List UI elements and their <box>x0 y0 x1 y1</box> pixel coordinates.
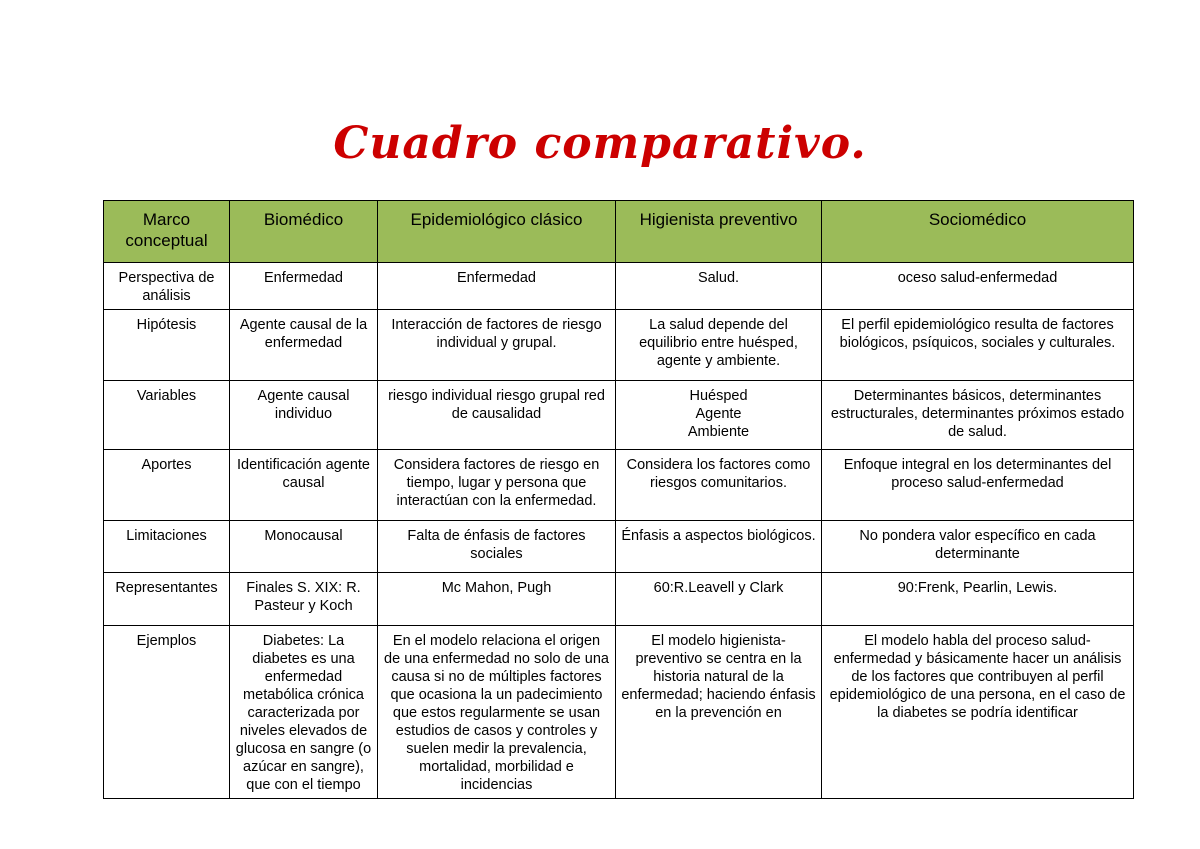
table-cell: Considera los factores como riesgos comunitarios. <box>616 450 822 521</box>
table-row <box>104 450 1134 521</box>
table-row <box>104 381 1134 450</box>
table-cell: Enfermedad <box>378 263 616 310</box>
table-cell: Finales S. XIX: R. Pasteur y Koch <box>230 573 378 626</box>
row-label: Ejemplos <box>104 626 230 799</box>
table-cell <box>616 381 822 450</box>
header-sociomedico: Sociomédico <box>822 201 1134 263</box>
table-cell: Agente causal individuo <box>230 381 378 450</box>
comparison-table <box>103 200 1134 799</box>
row-label: Variables <box>104 381 230 450</box>
variable-line: Huésped <box>689 388 748 404</box>
header-epidemiologico-clasico: Epidemiológico clásico <box>378 201 616 263</box>
table-cell: La salud depende del equilibrio entre huésped, agente y ambiente. <box>616 310 822 381</box>
table-cell: Determinantes básicos, determinantes estructurales, determinantes próximos estado de salud. <box>822 381 1134 450</box>
table-cell: Interacción de factores de riesgo individual y grupal. <box>378 310 616 381</box>
table-cell: No pondera valor específico en cada determinante <box>822 521 1134 573</box>
table-cell: 90:Frenk, Pearlin, Lewis. <box>822 573 1134 626</box>
table-row <box>104 310 1134 381</box>
table-cell: Mc Mahon, Pugh <box>378 573 616 626</box>
table-cell: El perfil epidemiológico resulta de factores biológicos, psíquicos, sociales y culturales. <box>822 310 1134 381</box>
table-cell: El modelo habla del proceso salud-enfermedad y básicamente hacer un análisis de los factores que contribuyen al perfil epidemiológico de una persona, en el caso de la diabetes se podría identificar <box>822 626 1134 799</box>
table-row <box>104 521 1134 573</box>
page-title: Cuadro comparativo. <box>333 118 867 169</box>
table-header-row <box>104 201 1134 263</box>
row-label: Representantes <box>104 573 230 626</box>
header-marco-conceptual: Marco conceptual <box>104 201 230 263</box>
table-row <box>104 263 1134 310</box>
table-cell: En el modelo relaciona el origen de una enfermedad no solo de una causa si no de múltiples factores que ocasiona la un padecimiento que estos regularmente se usan estudios de casos y controles y suelen medir la prevalencia, mortalidad, morbilidad e incidencias <box>378 626 616 799</box>
row-label: Hipótesis <box>104 310 230 381</box>
table-cell: Enfermedad <box>230 263 378 310</box>
header-biomedico: Biomédico <box>230 201 378 263</box>
table-cell: Agente causal de la enfermedad <box>230 310 378 381</box>
table-cell: El modelo higienista-preventivo se centra en la historia natural de la enfermedad; haciendo énfasis en la prevención en <box>616 626 822 799</box>
row-label: Limitaciones <box>104 521 230 573</box>
table-cell: Énfasis a aspectos biológicos. <box>616 521 822 573</box>
table-row <box>104 573 1134 626</box>
table-cell: Falta de énfasis de factores sociales <box>378 521 616 573</box>
row-label: Aportes <box>104 450 230 521</box>
table-cell: oceso salud-enfermedad <box>822 263 1134 310</box>
table-cell: Salud. <box>616 263 822 310</box>
row-label: Perspectiva de análisis <box>104 263 230 310</box>
variable-line: Ambiente <box>687 424 750 440</box>
table-cell: Considera factores de riesgo en tiempo, lugar y persona que interactúan con la enfermedad. <box>378 450 616 521</box>
table-cell: Enfoque integral en los determinantes del proceso salud-enfermedad <box>822 450 1134 521</box>
variable-line: Agente <box>695 406 742 422</box>
table-cell: 60:R.Leavell y Clark <box>616 573 822 626</box>
table-row <box>104 626 1134 799</box>
table-cell: Monocausal <box>230 521 378 573</box>
table-cell: Identificación agente causal <box>230 450 378 521</box>
table-cell: Diabetes: La diabetes es una enfermedad metabólica crónica caracterizada por niveles elevados de glucosa en sangre (o azúcar en sangre), que con el tiempo <box>230 626 378 799</box>
header-higienista-preventivo: Higienista preventivo <box>616 201 822 263</box>
table-cell: riesgo individual riesgo grupal red de causalidad <box>378 381 616 450</box>
